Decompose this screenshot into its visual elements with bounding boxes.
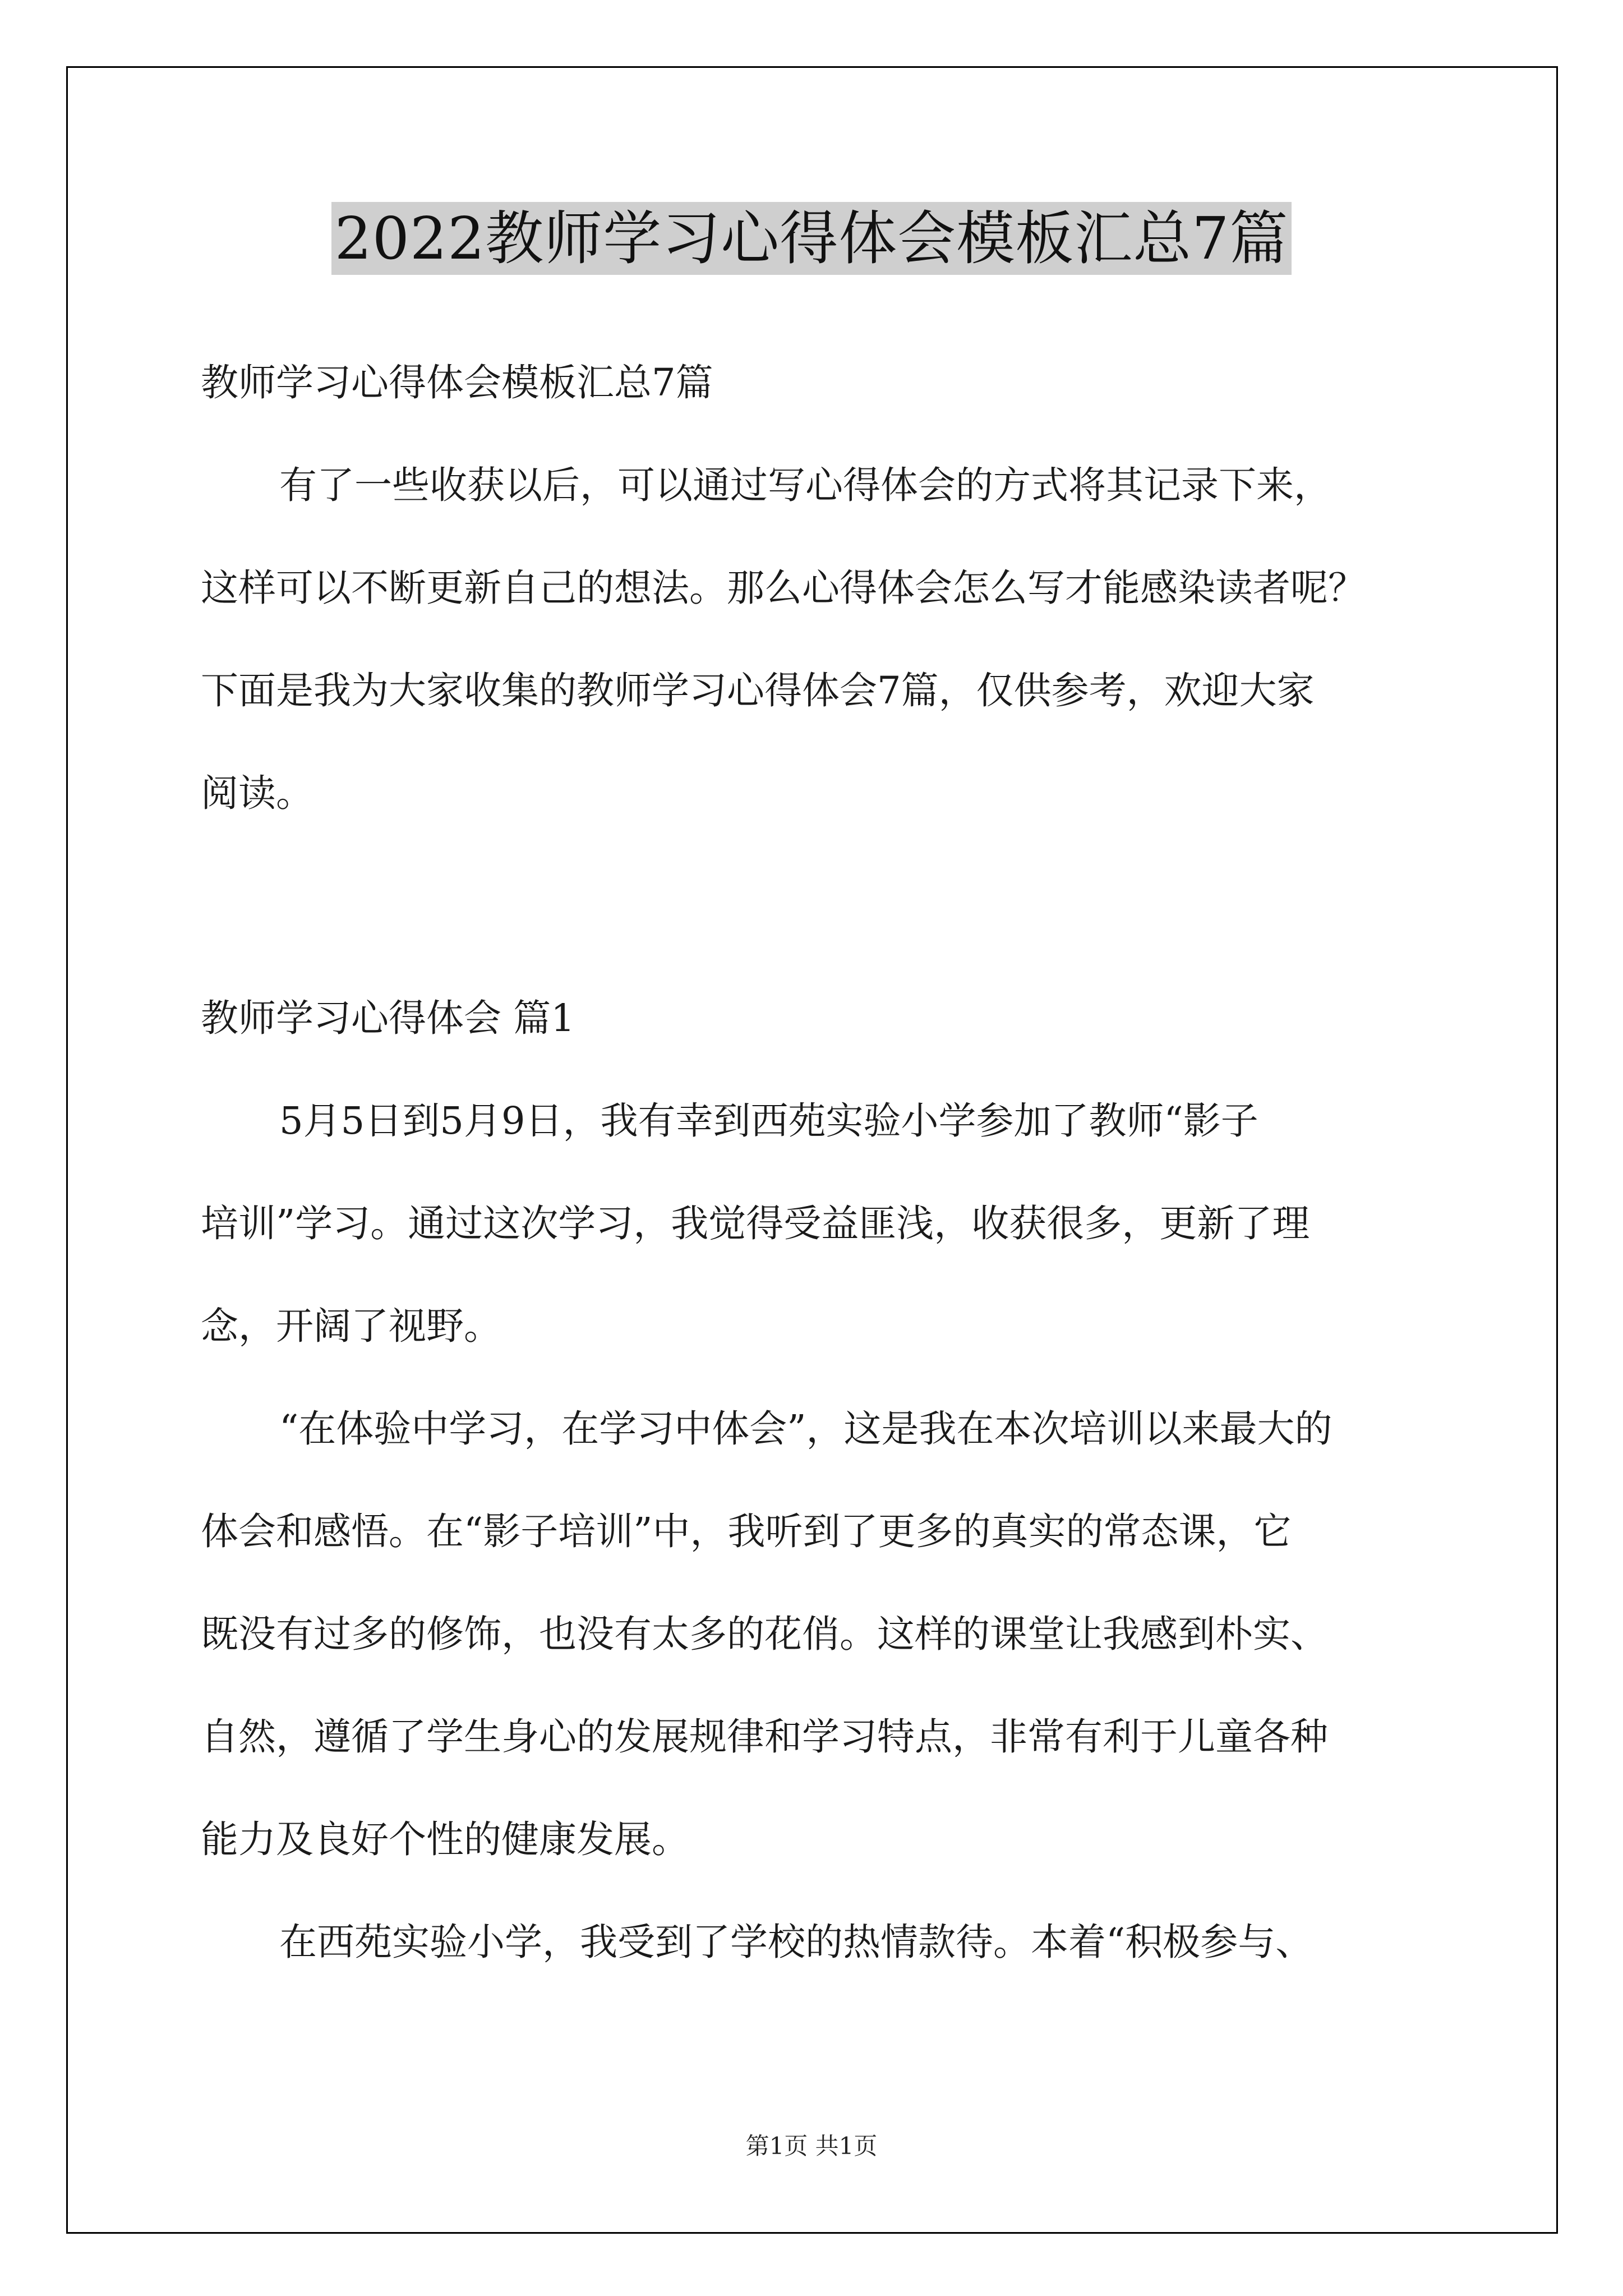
paragraph-3-line-1: 在西苑实验小学，我受到了学校的热情款待。本着“积极参与、 [279,1920,1313,1964]
paragraph-1-line-3: 念，开阔了视野。 [201,1304,501,1348]
paragraph-2-line-5: 能力及良好个性的健康发展。 [201,1818,689,1861]
section-heading: 教师学习心得体会 篇1 [201,996,575,1040]
intro-line-1: 有了一些收获以后，可以通过写心得体会的方式将其记录下来， [279,463,1331,507]
intro-line-4: 阅读。 [201,771,313,815]
paragraph-2-line-4: 自然，遵循了学生身心的发展规律和学习特点，非常有利于儿童各种 [201,1715,1328,1759]
paragraph-2-line-1: “在体验中学习，在学习中体会”，这是我在本次培训以来最大的 [279,1407,1332,1451]
document-title: 2022教师学习心得体会模板汇总7篇 [331,202,1292,275]
paragraph-1-line-2: 培训”学习。通过这次学习，我觉得受益匪浅，收获很多，更新了理 [201,1202,1310,1245]
intro-line-3: 下面是我为大家收集的教师学习心得体会7篇，仅供参考，欢迎大家 [201,669,1315,712]
intro-line-2: 这样可以不断更新自己的想法。那么心得体会怎么写才能感染读者呢？ [201,566,1366,610]
paragraph-1-line-1: 5月5日到5月9日，我有幸到西苑实验小学参加了教师“影子 [279,1099,1258,1143]
page-footer: 第1页 共1页 [745,2132,878,2160]
title-container [0,202,1623,275]
paragraph-2-line-3: 既没有过多的修饰，也没有太多的花俏。这样的课堂让我感到朴实、 [201,1612,1328,1656]
paragraph-2-line-2: 体会和感悟。在“影子培训”中，我听到了更多的真实的常态课，它 [201,1510,1292,1553]
subtitle-line: 教师学习心得体会模板汇总7篇 [201,361,713,404]
